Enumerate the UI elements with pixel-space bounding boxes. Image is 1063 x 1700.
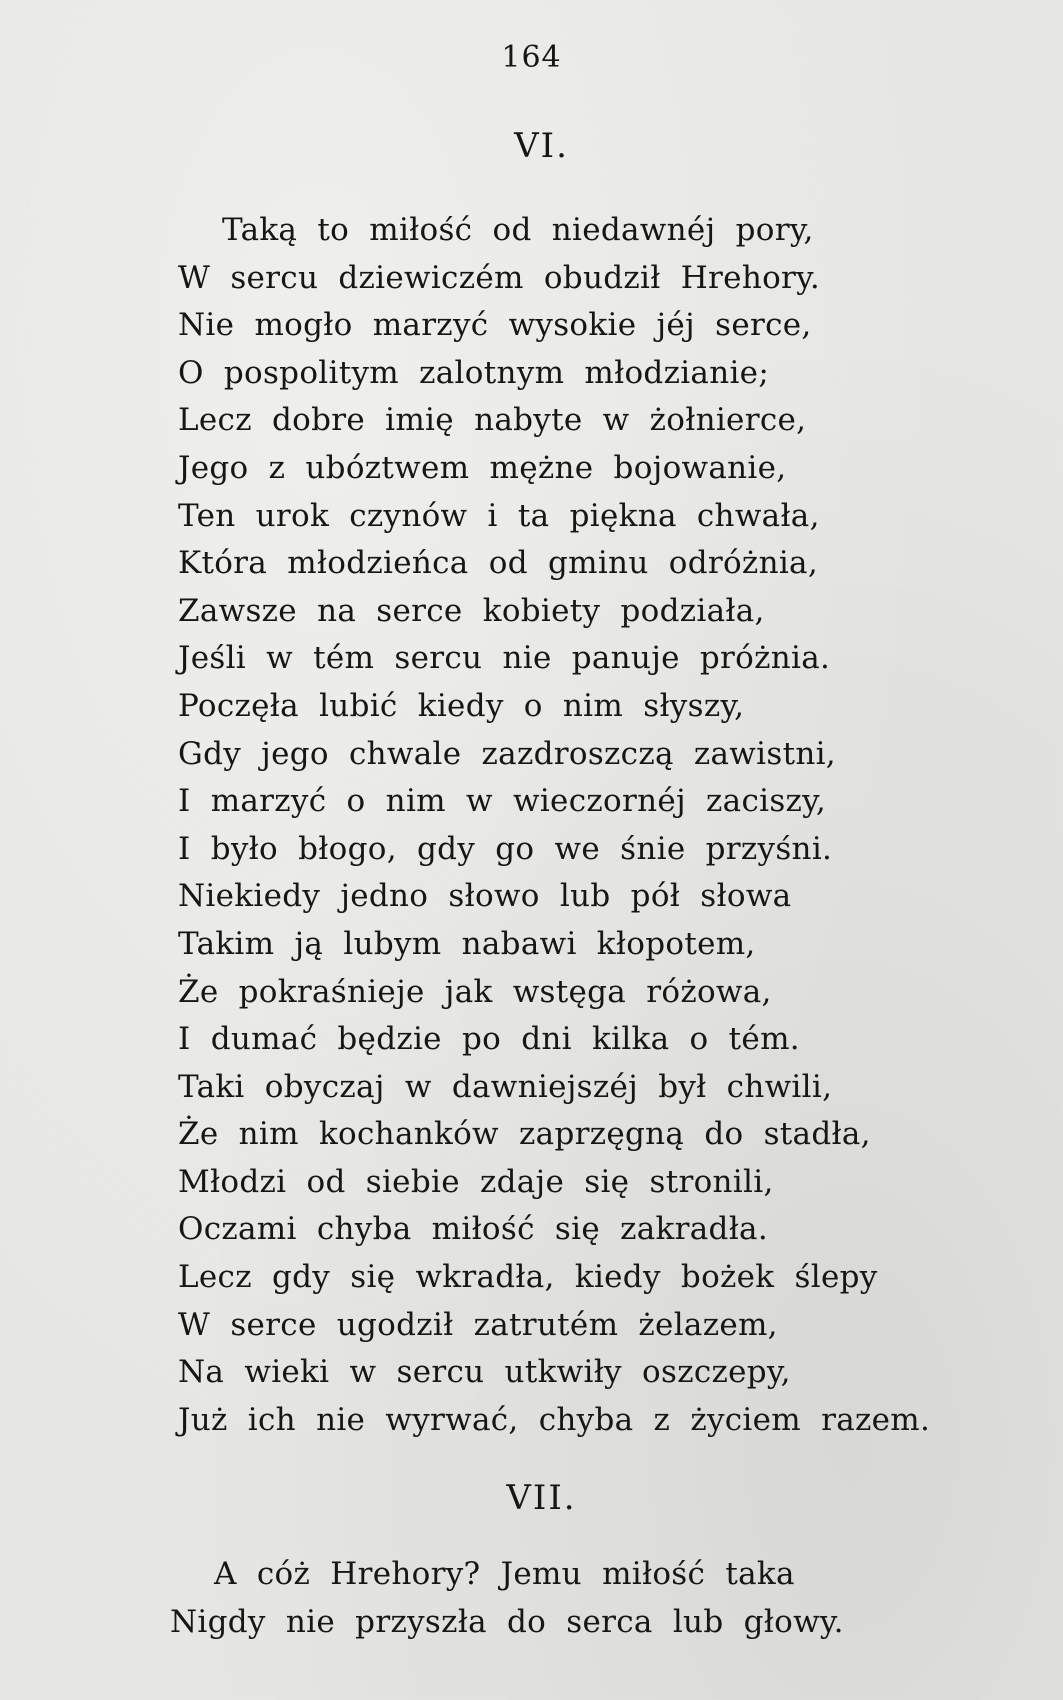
page-number: 164	[501, 40, 562, 75]
poem-line: Ten urok czynów i ta piękna chwała,	[178, 497, 820, 534]
section-heading-vi: VI.	[514, 126, 569, 166]
poem-line: Już ich nie wyrwać, chyba z życiem razem.	[178, 1401, 931, 1438]
poem-line: Takim ją lubym nabawi kłopotem,	[178, 925, 756, 962]
poem-line: Która młodzieńca od gminu odróżnia,	[178, 545, 818, 582]
poem-line: Niekiedy jedno słowo lub pół słowa	[178, 878, 792, 915]
poem-line: Poczęła lubić kiedy o nim słyszy,	[178, 687, 745, 724]
poem-line: I dumać będzie po dni kilka o tém.	[178, 1021, 800, 1058]
poem-line: Zawsze na serce kobiety podziała,	[178, 592, 765, 629]
poem-line: Taką to miłość od niedawnéj pory,	[222, 212, 814, 248]
poem-line: Lecz gdy się wkradła, kiedy bożek ślepy	[178, 1259, 878, 1296]
poem-line: Młodzi od siebie zdaje się stronili,	[178, 1163, 774, 1200]
poem-line: Że nim kochanków zaprzęgną do stadła,	[178, 1116, 871, 1153]
poem-line: W sercu dziewiczém obudził Hrehory.	[178, 259, 821, 296]
poem-line: Lecz dobre imię nabyte w żołnierce,	[178, 402, 807, 439]
poem-line: Jego z ubóztwem mężne bojowanie,	[178, 449, 787, 486]
poem-line: Nie mogło marzyć wysokie jéj serce,	[178, 307, 812, 344]
poem-line: Nigdy nie przyszła do serca lub głowy.	[170, 1603, 844, 1640]
poem-line: Oczami chyba miłość się zakradła.	[178, 1211, 768, 1248]
poem-line: I było błogo, gdy go we śnie przyśni.	[178, 830, 833, 867]
poem-line: Że pokraśnieje jak wstęga różowa,	[178, 973, 772, 1010]
poem-stanza-vii	[170, 1551, 844, 1646]
poem-line: Na wieki w sercu utkwiły oszczepy,	[178, 1354, 791, 1391]
poem-line: Taki obyczaj w dawniejszéj był chwili,	[178, 1068, 833, 1105]
poem-line: W serce ugodził zatrutém żelazem,	[178, 1306, 778, 1343]
poem-line: A cóż Hrehory? Jemu miłość taka	[214, 1556, 795, 1592]
poem-line: I marzyć o nim w wieczornéj zaciszy,	[178, 783, 827, 820]
poem-stanza-vi	[178, 207, 930, 1444]
poem-line: O pospolitym zalotnym młodzianie;	[178, 354, 770, 391]
section-heading-vii: VII.	[506, 1478, 577, 1518]
poem-line: Jeśli w tém sercu nie panuje próżnia.	[178, 640, 831, 677]
poem-line: Gdy jego chwale zazdroszczą zawistni,	[178, 735, 836, 772]
